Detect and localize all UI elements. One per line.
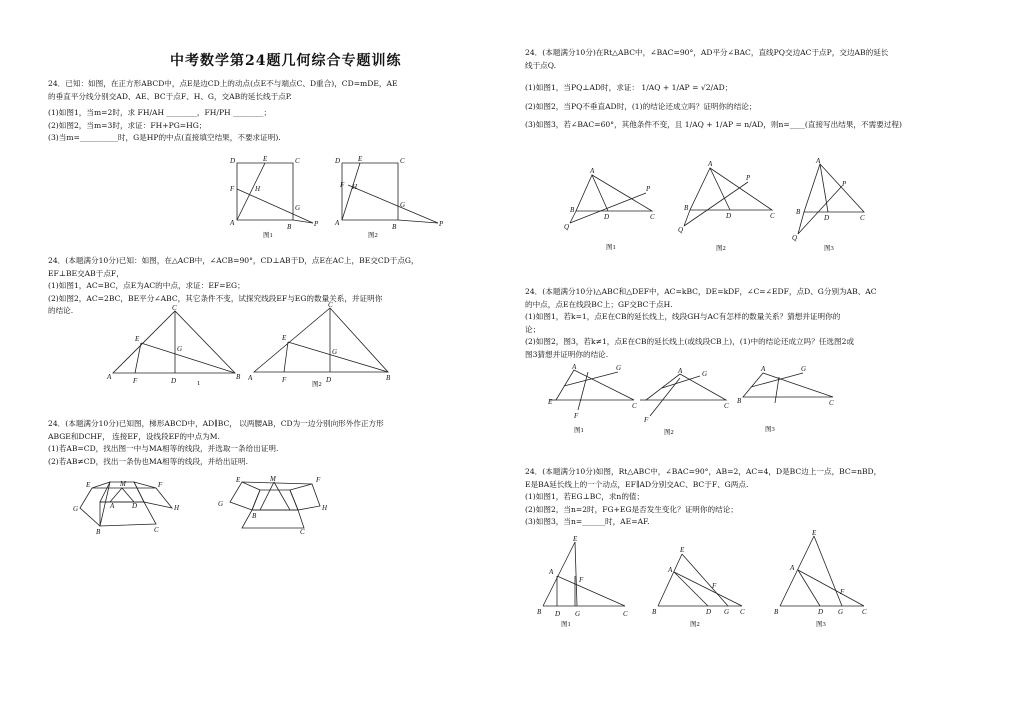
svg-text:P: P	[842, 180, 847, 188]
svg-text:C: C	[650, 213, 655, 221]
problem-2-figure-1	[105, 305, 245, 390]
svg-text:D: D	[706, 608, 712, 616]
svg-text:G: G	[702, 370, 708, 378]
svg-text:D: D	[326, 376, 332, 384]
svg-text:G: G	[400, 201, 406, 209]
svg-text:G: G	[73, 505, 79, 513]
svg-text:B: B	[537, 608, 542, 616]
svg-text:F: F	[230, 185, 235, 193]
svg-text:F: F	[158, 481, 163, 489]
svg-text:B: B	[684, 204, 689, 212]
caption-fig1: 图1	[561, 621, 571, 628]
svg-text:F: F	[579, 576, 584, 584]
problem-3-figure-1	[72, 478, 187, 538]
caption-fig1: 图1	[606, 244, 616, 251]
svg-text:A: A	[248, 374, 253, 382]
svg-text:F: F	[316, 476, 321, 484]
caption-fig3: 图3	[816, 621, 826, 628]
svg-text:B: B	[570, 206, 575, 214]
svg-text:C: C	[632, 402, 637, 410]
svg-text:C: C	[328, 302, 333, 309]
svg-text:E: E	[263, 155, 268, 163]
svg-text:C: C	[295, 157, 300, 165]
svg-text:B: B	[252, 512, 257, 520]
problem-6: 24．(本题满分10分)如图，Rt△ABC中，∠BAC=90°，AB=2，AC=4，D是BC边上一点，BC=nBD， E是BA延长线上的一个动点，EF∥AD分别交AC、BC于F、G两点. (1)如图1，若EG⊥BC，求n的值； (2)如图2，当n=2时，FG+EG是否发生变化？证明你的结论； (3)如图3，当n=______时，AE=AF.	[525, 467, 882, 526]
svg-text:P: P	[746, 174, 751, 182]
problem-4: 24．(本题满分10分)在Rt△ABC中，∠BAC=90°，AD平分∠BAC，直线PQ交边AC于点P，交边AB的延长 线于点Q. (1)如图1，当PQ⊥AD时，求证： 1/AQ + 1/AP = √2/AD； (2)如图2，当PQ不垂直AD时，(1)的结论还成立吗？证明你的结论； (3)如图3，若∠BAC=60°，其他条件不变，且 1/AQ + 1/AP = n/AD，则n=____(直接写出结果，不需要过程)	[525, 48, 902, 129]
caption-fig3: 图3	[765, 426, 775, 433]
svg-text:P: P	[646, 185, 651, 193]
svg-text:E: E	[573, 536, 578, 543]
svg-text:B: B	[287, 223, 292, 231]
svg-text:A: A	[549, 568, 554, 576]
svg-text:F: F	[644, 416, 649, 424]
svg-text:M: M	[120, 480, 126, 488]
svg-text:C: C	[770, 212, 775, 220]
problem-1: 24．已知：如图，在正方形ABCD中，点E是边CD上的动点(点E不与端点C、D重合)，CD=mDE，AE 的垂直平分线分别交AD、AE、BC于点F、H、G，交AB的延长线于点P. (1)如图1，当m=2时，求 FH/AH ________，FH/PH ________； (2)如图2，当m=3时，求证：FH+PG=HG； (3)当m=__________时，G是HP的中点(直接填空结果，不要求证明).	[48, 79, 398, 142]
svg-text:E: E	[358, 155, 363, 163]
svg-text:F: F	[840, 588, 845, 596]
svg-text:B: B	[392, 223, 397, 231]
problem-4-figure-1	[562, 165, 667, 255]
svg-text:C: C	[400, 157, 405, 165]
svg-text:C: C	[300, 528, 305, 536]
problem-1-figure-2	[330, 155, 450, 240]
svg-text:H: H	[174, 504, 180, 512]
caption-fig2: 图2	[690, 621, 700, 628]
svg-text:A: A	[572, 363, 577, 371]
problem-6-figure-2	[650, 540, 750, 630]
svg-text:G: G	[218, 500, 224, 508]
svg-text:P: P	[314, 220, 319, 228]
problem-5-figure-1	[548, 362, 643, 437]
svg-text:A: A	[110, 502, 115, 510]
svg-text:D: D	[818, 608, 824, 616]
svg-text:E: E	[135, 335, 140, 343]
svg-text:A: A	[230, 219, 235, 227]
problem-2: 24．(本题满分10分)已知：如图，在△ACB中，∠ACB=90°，CD⊥AB于D，点E在AC上，BE交CD于点G， EF⊥BE交AB于点F， (1)如图1，AC=BC，点E为AC的中点，求证：EF=EG； (2)如图2，AC=2BC，BE平分∠ABC，其它条件不变，试探究线段EF与EG的数量关系，并证明你 的结论.	[48, 256, 419, 315]
svg-text:B: B	[96, 528, 101, 536]
svg-text:Q: Q	[564, 223, 570, 231]
svg-text:A: A	[708, 160, 713, 168]
svg-text:E: E	[282, 334, 287, 342]
svg-text:D: D	[555, 610, 561, 618]
svg-text:G: G	[332, 348, 338, 356]
caption-fig2: 图2	[664, 429, 674, 436]
svg-text:F: F	[340, 181, 345, 189]
svg-text:F: F	[574, 412, 579, 420]
svg-text:D: D	[824, 214, 830, 222]
svg-text:B: B	[774, 608, 779, 616]
svg-text:D: D	[132, 502, 138, 510]
svg-text:A: A	[107, 373, 112, 381]
svg-text:D: D	[604, 213, 610, 221]
svg-text:C: C	[172, 305, 177, 312]
svg-text:F: F	[712, 582, 717, 590]
svg-text:G: G	[616, 364, 622, 372]
svg-text:C: C	[829, 399, 834, 407]
svg-text:A: A	[816, 158, 821, 165]
svg-text:A: A	[335, 219, 340, 227]
caption-fig2: 图2	[368, 232, 378, 239]
svg-text:G: G	[575, 610, 581, 618]
svg-text:C: C	[154, 526, 159, 534]
svg-text:B: B	[737, 397, 742, 405]
svg-text:A: A	[761, 365, 766, 373]
svg-text:Q: Q	[792, 234, 798, 242]
svg-text:A: A	[790, 564, 795, 572]
svg-text:G: G	[177, 345, 183, 353]
svg-text:E: E	[236, 476, 241, 484]
svg-text:H: H	[352, 183, 358, 191]
problem-3: 24．(本题满分10分)已知图，梯形ABCD中，AD∥BC， 以两腰AB，CD为一边分别向形外作正方形 ABGE和DCHF， 连接EF，设线段EF的中点为M. (1)若AB=CD，找出图一中与MA相等的线段，并选取一条给出证明. (2)若AB≠CD，找出一条伪也MA相等的线段，并给出证明.	[48, 419, 384, 466]
svg-text:E: E	[86, 481, 91, 489]
svg-text:C: C	[862, 608, 867, 616]
svg-text:D: D	[171, 377, 177, 385]
svg-text:P: P	[439, 220, 444, 228]
svg-text:A: A	[678, 368, 683, 375]
problem-4-figure-2	[676, 160, 786, 255]
svg-text:C: C	[740, 608, 745, 616]
svg-text:H: H	[255, 185, 261, 193]
svg-text:C: C	[724, 402, 729, 410]
caption-fig3: 图3	[824, 245, 834, 252]
svg-text:B: B	[796, 208, 801, 216]
svg-text:C: C	[860, 214, 865, 222]
caption-fig1: 图1	[263, 232, 273, 239]
caption-fig2: 图2	[312, 381, 322, 388]
caption-fig1: 图1	[574, 427, 584, 434]
svg-text:E: E	[680, 546, 685, 554]
problem-5-figure-2	[632, 368, 732, 438]
svg-text:G: G	[801, 365, 807, 373]
svg-text:F: F	[282, 376, 287, 384]
svg-text:C: C	[623, 610, 628, 618]
problem-4-figure-3	[790, 158, 875, 253]
svg-text:E: E	[548, 398, 553, 406]
svg-text:F: F	[133, 377, 138, 385]
problem-6-figure-3	[772, 530, 872, 630]
problem-2-figure-2	[248, 302, 398, 390]
problem-3-figure-2	[212, 476, 327, 538]
svg-text:D: D	[335, 157, 341, 165]
caption-fig1: 1	[197, 380, 201, 387]
problem-5: 24．(本题满分10分)△ABC和△DEF中，AC=kBC，DE=kDF，∠C=∠EDF，点D、G分别为AB、AC 的中点，点E在线段BC上；GF交BC于点H. (1)如图1，若k=1，点E在CB的延长线上，线段GH与AC有怎样的数量关系？猜想并证明你的 论； (2)如图2，图3，若k≠1，点E在CB的延长线上(或线段CB上)，(1)中的结论还成立吗？任选图2或 图3猜想并证明你的结论.	[525, 287, 877, 359]
problem-1-figure-1	[225, 155, 335, 240]
svg-text:M: M	[270, 476, 276, 483]
svg-text:Q: Q	[678, 226, 684, 234]
svg-text:G: G	[724, 608, 730, 616]
page-title: 中考数学第24题几何综合专题训练	[170, 53, 402, 69]
caption-fig2: 图2	[716, 245, 726, 252]
label-D: D	[230, 157, 236, 165]
svg-text:G: G	[295, 204, 301, 212]
svg-text:B: B	[652, 608, 657, 616]
svg-text:B: B	[236, 373, 241, 381]
svg-text:A: A	[590, 167, 595, 175]
svg-text:B: B	[386, 374, 391, 382]
svg-text:H: H	[322, 504, 327, 512]
problem-5-figure-3	[737, 363, 837, 435]
svg-text:G: G	[838, 608, 844, 616]
problem-6-figure-1	[535, 536, 635, 631]
svg-text:D: D	[726, 212, 732, 220]
svg-text:E: E	[812, 530, 817, 537]
svg-text:A: A	[668, 566, 673, 574]
